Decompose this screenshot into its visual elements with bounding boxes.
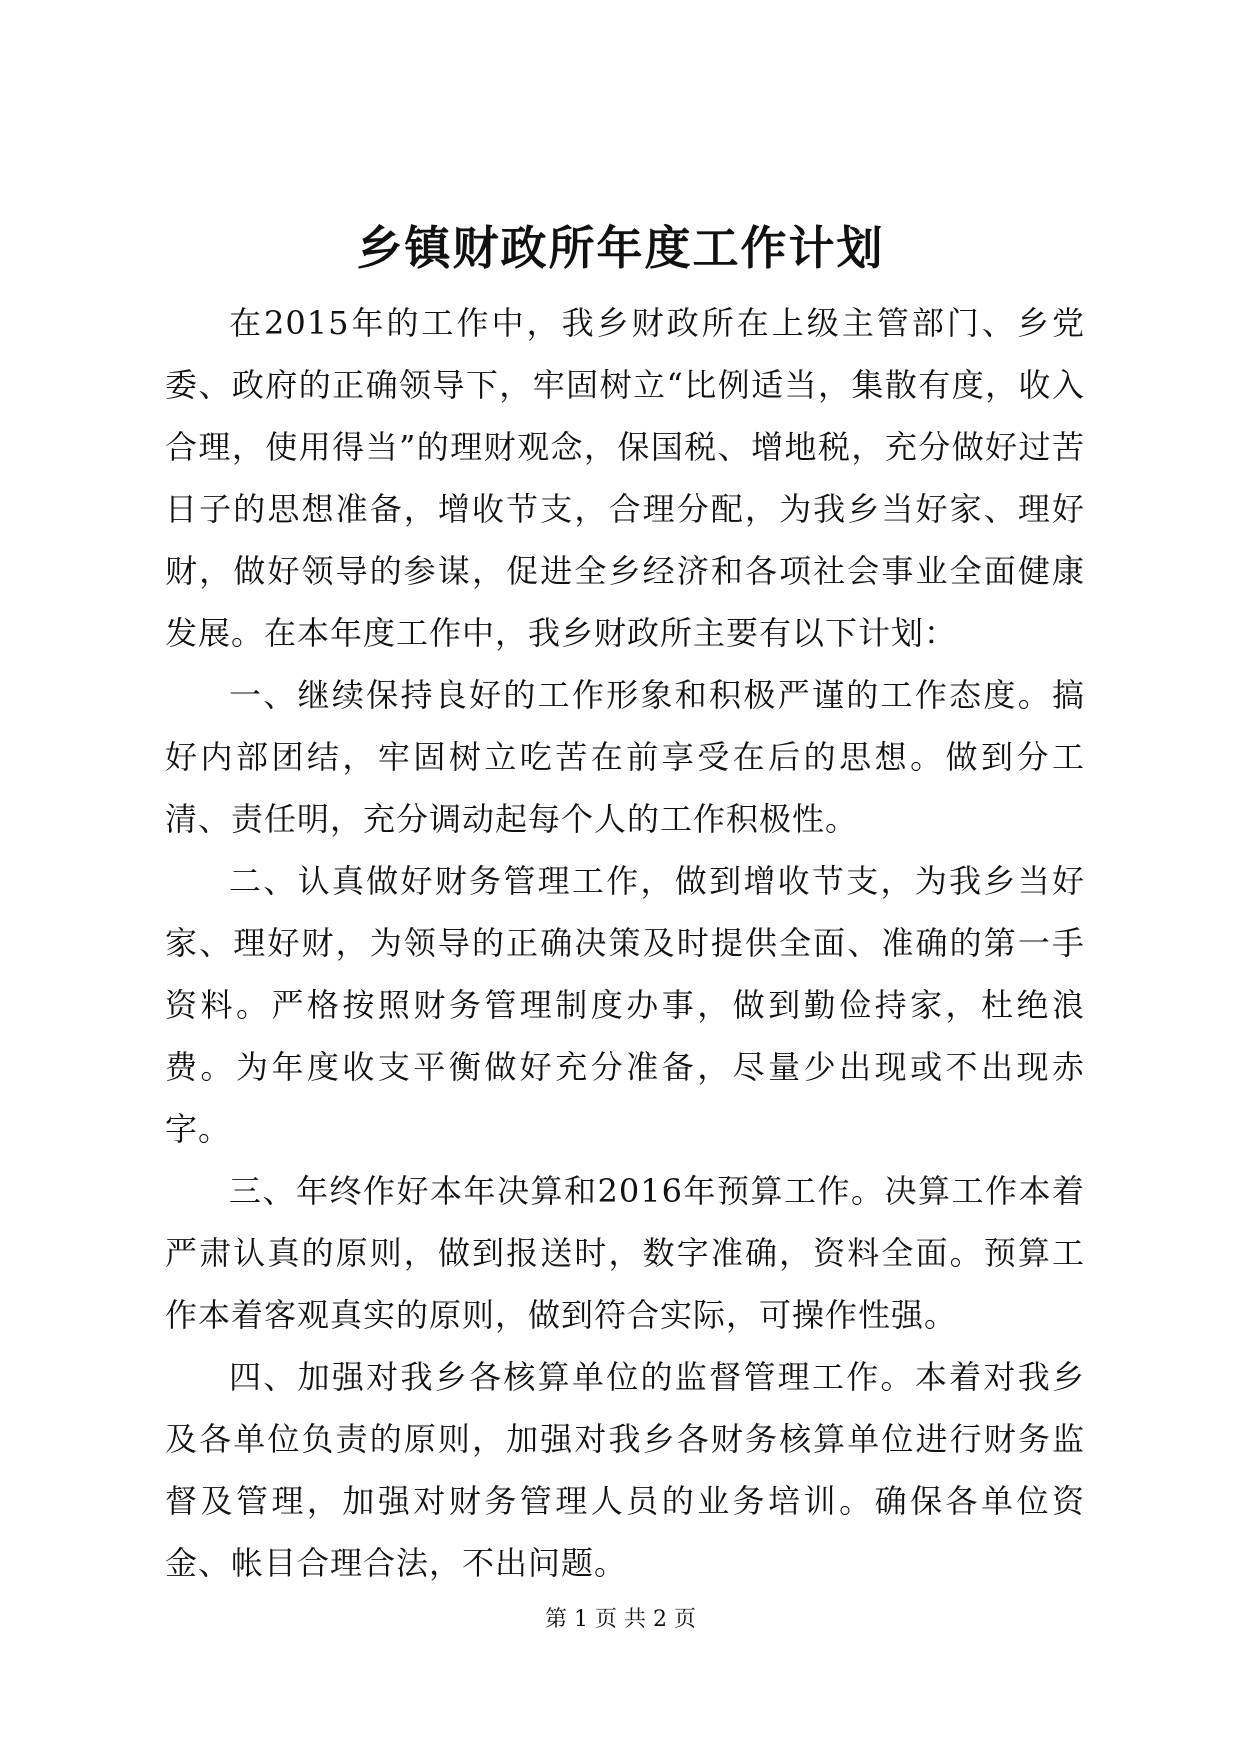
document-body	[165, 292, 1085, 1594]
paragraph-item-1: 一、继续保持良好的工作形象和积极严谨的工作态度。搞好内部团结，牢固树立吃苦在前享受在后的思想。做到分工清、责任明，充分调动起每个人的工作积极性。	[165, 676, 1085, 838]
page-number-footer: 第 1 页 共 2 页	[545, 1607, 696, 1632]
paragraph-item-2: 二、认真做好财务管理工作，做到增收节支，为我乡当好家、理好财，为领导的正确决策及时提供全面、准确的第一手资料。严格按照财务管理制度办事，做到勤俭持家，杜绝浪费。为年度收支平衡做好充分准备，尽量少出现或不出现赤字。	[165, 862, 1085, 1148]
paragraph-item-3: 三、年终作好本年决算和2016年预算工作。决算工作本着严肃认真的原则，做到报送时，数字准确，资料全面。预算工作本着客观真实的原则，做到符合实际，可操作性强。	[165, 1172, 1085, 1334]
paragraph-intro: 在2015年的工作中，我乡财政所在上级主管部门、乡党委、政府的正确领导下，牢固树立“比例适当，集散有度，收入合理，使用得当”的理财观念，保国税、增地税，充分做好过苦日子的思想准备，增收节支，合理分配，为我乡当好家、理好财，做好领导的参谋，促进全乡经济和各项社会事业全面健康发展。在本年度工作中，我乡财政所主要有以下计划：	[165, 304, 1085, 652]
paragraph-item-4: 四、加强对我乡各核算单位的监督管理工作。本着对我乡及各单位负责的原则，加强对我乡各财务核算单位进行财务监督及管理，加强对财务管理人员的业务培训。确保各单位资金、帐目合理合法，不出问题。	[165, 1358, 1085, 1582]
document-title: 乡镇财政所年度工作计划	[356, 221, 885, 275]
